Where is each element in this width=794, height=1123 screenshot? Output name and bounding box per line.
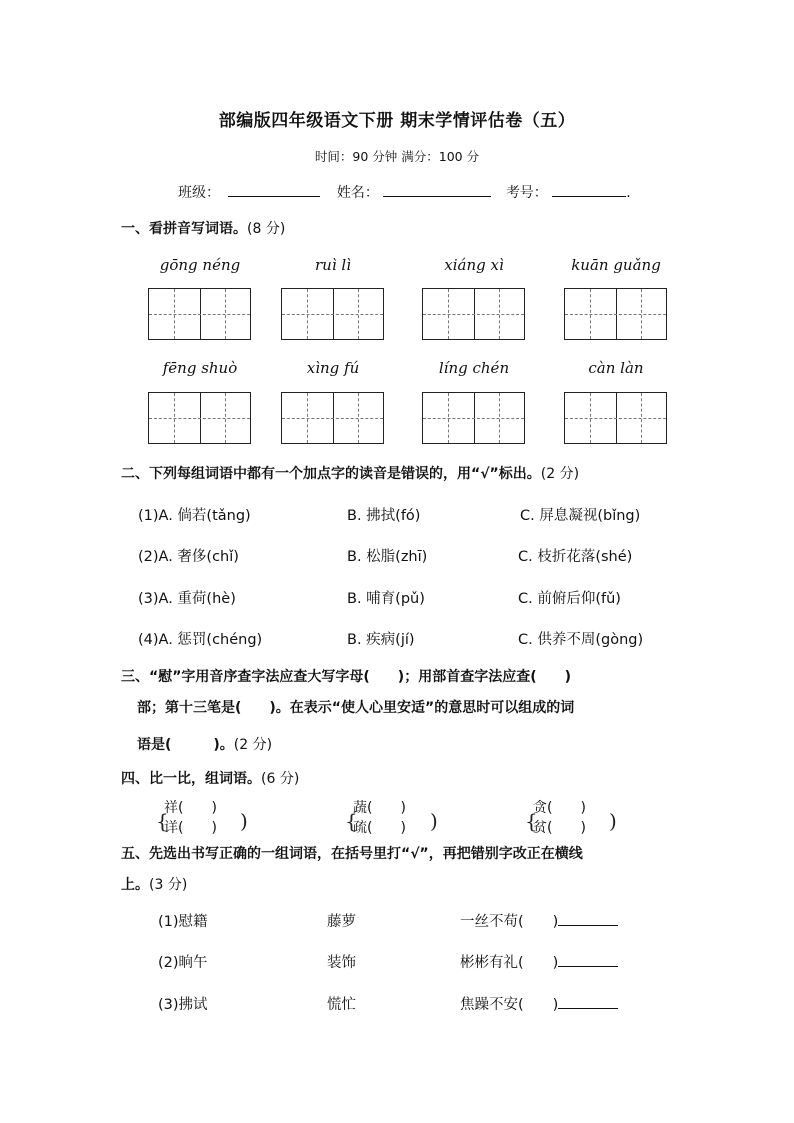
brace-right: ) <box>240 809 248 833</box>
section-1-score: (8 分) <box>247 221 286 237</box>
section-5-heading-2 <box>121 874 187 894</box>
section-4-title: 四、比一比，组词语。 <box>121 771 261 787</box>
section-3-line-2: 部；第十三笔是( )。在表示“使人心里安适”的意思时可以组成的词 <box>137 700 575 716</box>
word-check-item[interactable] <box>460 993 618 1014</box>
pinyin: kuān guǎng <box>571 256 661 274</box>
option-b[interactable]: B. 拂拭(fó) <box>347 508 421 524</box>
class-label: 班级： <box>178 185 220 201</box>
page-title: 部编版四年级语文下册 期末学情评估卷（五） <box>218 111 576 131</box>
word-item: (2)晌午 <box>158 955 208 971</box>
pinyin: líng chén <box>438 359 510 377</box>
word-item: 焦躁不安( ) <box>460 997 559 1013</box>
section-5-heading: 五、先选出书写正确的一组词语，在括号里打“√”，再把错别字改正在横线 <box>121 846 583 862</box>
correction-line[interactable] <box>558 913 618 926</box>
compare-item[interactable]: 祥( ) <box>164 800 217 816</box>
option-b[interactable]: B. 哺育(pǔ) <box>347 591 425 607</box>
option-a[interactable]: (2)A. 奢侈(chǐ) <box>138 549 239 565</box>
option-a[interactable]: (4)A. 惩罚(chéng) <box>138 632 263 648</box>
word-item: 慌忙 <box>327 997 356 1013</box>
section-2-heading <box>121 463 579 483</box>
writing-grid[interactable] <box>281 288 384 340</box>
section-1-heading <box>121 218 285 238</box>
writing-grid[interactable] <box>281 392 384 444</box>
word-check-item[interactable] <box>460 910 618 931</box>
compare-item[interactable]: 贪( ) <box>533 800 586 816</box>
exam-no-label: 考号： <box>505 185 548 201</box>
name-field[interactable] <box>383 182 491 197</box>
writing-grid[interactable] <box>422 288 525 340</box>
option-b[interactable]: B. 疾病(jí) <box>347 632 415 648</box>
writing-grid[interactable] <box>564 392 667 444</box>
word-item: (3)拂试 <box>158 997 208 1013</box>
section-1-title: 一、看拼音写词语。 <box>121 221 247 237</box>
pinyin: xìng fú <box>306 359 360 377</box>
brace-right: ) <box>609 809 617 833</box>
compare-item[interactable]: 疏( ) <box>353 820 406 836</box>
brace-left: { <box>156 809 169 833</box>
name-label: 姓名： <box>336 185 379 201</box>
compare-item[interactable]: 详( ) <box>164 820 217 836</box>
correction-line[interactable] <box>558 954 618 967</box>
word-item: 彬彬有礼( ) <box>460 955 559 971</box>
option-c[interactable]: C. 屏息凝视(bǐng) <box>520 508 641 524</box>
section-3-line-3 <box>137 734 272 754</box>
compare-item[interactable]: 蔬( ) <box>353 800 406 816</box>
exam-meta: 时间：90 分钟 满分：100 分 <box>314 149 480 164</box>
section-4-heading <box>121 768 299 788</box>
writing-grid[interactable] <box>422 392 525 444</box>
word-item: 一丝不苟( ) <box>460 914 559 930</box>
writing-grid[interactable] <box>148 392 251 444</box>
brace-right: ) <box>430 809 438 833</box>
brace-left: { <box>525 809 538 833</box>
exam-no-field[interactable] <box>552 182 626 197</box>
word-check-item[interactable] <box>460 951 618 972</box>
section-5-title-end: 上。 <box>121 877 149 893</box>
option-a[interactable]: (1)A. 倘若(tǎng) <box>138 508 251 524</box>
section-4-score: (6 分) <box>261 771 300 787</box>
section-3-line-1: 三、“慰”字用音序查字法应查大写字母( )；用部首查字法应查( ) <box>121 669 571 685</box>
section-3-score: (2 分) <box>233 737 273 753</box>
section-2-score: (2 分) <box>540 466 580 482</box>
writing-grid[interactable] <box>564 288 667 340</box>
class-field[interactable] <box>228 182 320 197</box>
word-item: 装饰 <box>327 955 356 971</box>
section-2-title: 二、下列每组词语中都有一个加点字的读音是错误的，用“√”标出。 <box>121 466 541 482</box>
compare-item[interactable]: 贫( ) <box>533 820 586 836</box>
option-c[interactable]: C. 供养不周(gòng) <box>518 632 644 648</box>
pinyin: gōng néng <box>159 256 241 274</box>
correction-line[interactable] <box>558 996 618 1009</box>
student-info-line <box>178 182 631 202</box>
end-mark: . <box>626 185 631 201</box>
section-5-score: (3 分) <box>149 877 188 893</box>
option-c[interactable]: C. 枝折花落(shé) <box>518 549 633 565</box>
section-3-text: 语是( )。 <box>137 737 234 753</box>
pinyin: càn làn <box>588 359 644 377</box>
writing-grid[interactable] <box>148 288 251 340</box>
option-b[interactable]: B. 松脂(zhī) <box>347 549 428 565</box>
word-item: (1)慰籍 <box>158 914 208 930</box>
word-item: 藤萝 <box>327 914 356 930</box>
option-a[interactable]: (3)A. 重荷(hè) <box>138 591 236 607</box>
option-c[interactable]: C. 前俯后仰(fǔ) <box>518 591 621 607</box>
pinyin: fēng shuò <box>162 359 238 377</box>
brace-left: { <box>345 809 358 833</box>
pinyin: ruì lì <box>315 256 351 274</box>
pinyin: xiáng xì <box>444 256 504 274</box>
